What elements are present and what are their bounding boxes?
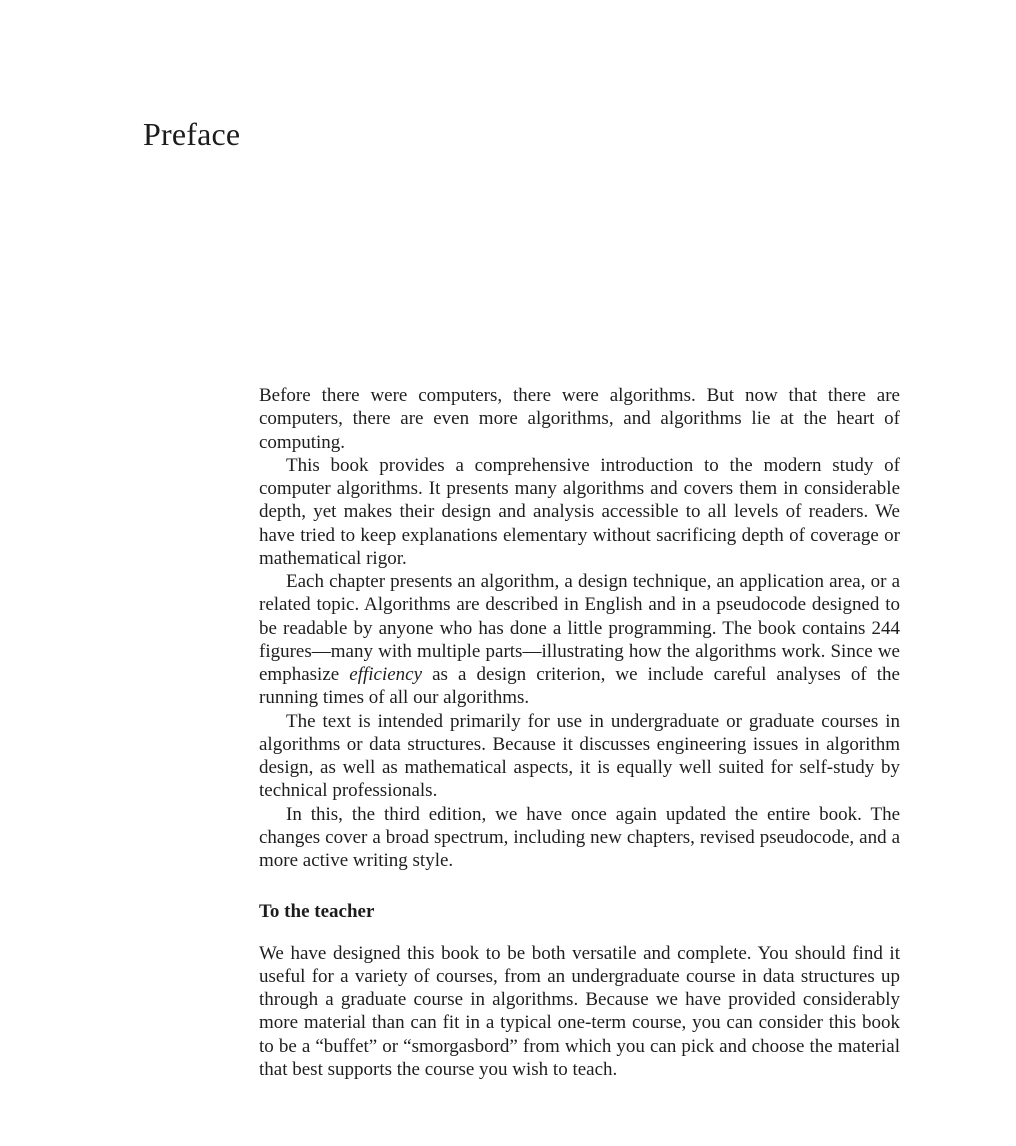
- paragraph-text: Each chapter presents an algorithm, a design technique, an application area, or a related topic. Algorithms are described in English and in a pseudocode designed to be readable by anyone who has done a little programming. The book contains 244 figures—many with multiple parts—illustrating how the algorithms work. Since we emphasize: [259, 571, 900, 685]
- paragraph-intro: Before there were computers, there were algorithms. But now that there are computers, there are even more algorithms, and algorithms lie at the heart of computing.: [259, 385, 900, 453]
- paragraph-audience: The text is intended primarily for use in undergraduate or graduate courses in algorithms or data structures. Because it discusses engineering issues in algorithm design, as well as mathematical aspects, it is equally well suited for self-study by technical professionals.: [259, 710, 900, 802]
- paragraph-third-edition: In this, the third edition, we have once again updated the entire book. The changes cover a broad spectrum, including new chapters, revised pseudocode, and a more active writing style.: [259, 803, 900, 871]
- section-heading-to-the-teacher: To the teacher: [259, 901, 375, 923]
- paragraph-text: as a design criterion, we include careful analyses of the running times of all our algorithms.: [259, 664, 900, 709]
- paragraph-book-overview: This book provides a comprehensive introduction to the modern study of computer algorithms. It presents many algorithms and covers them in considerable depth, yet makes their design and analysis accessible to all levels of readers. We have tried to keep explanations elementary without sacrificing depth of coverage or mathematical rigor.: [259, 454, 900, 569]
- chapter-title: Preface: [143, 116, 241, 152]
- paragraph-teacher: We have designed this book to be both versatile and complete. You should find it useful for a variety of courses, from an undergraduate course in data structures up through a graduate course in algorithms. Because we have provided considerably more material than can fit in a typical one-term course, you can consider this book to be a “buffet” or “smorgasbord” from which you can pick and choose the material that best supports the course you wish to teach.: [259, 942, 900, 1080]
- paragraph-chapters: [259, 570, 900, 710]
- italic-word-efficiency: efficiency: [349, 664, 423, 685]
- text-block: [259, 384, 900, 1081]
